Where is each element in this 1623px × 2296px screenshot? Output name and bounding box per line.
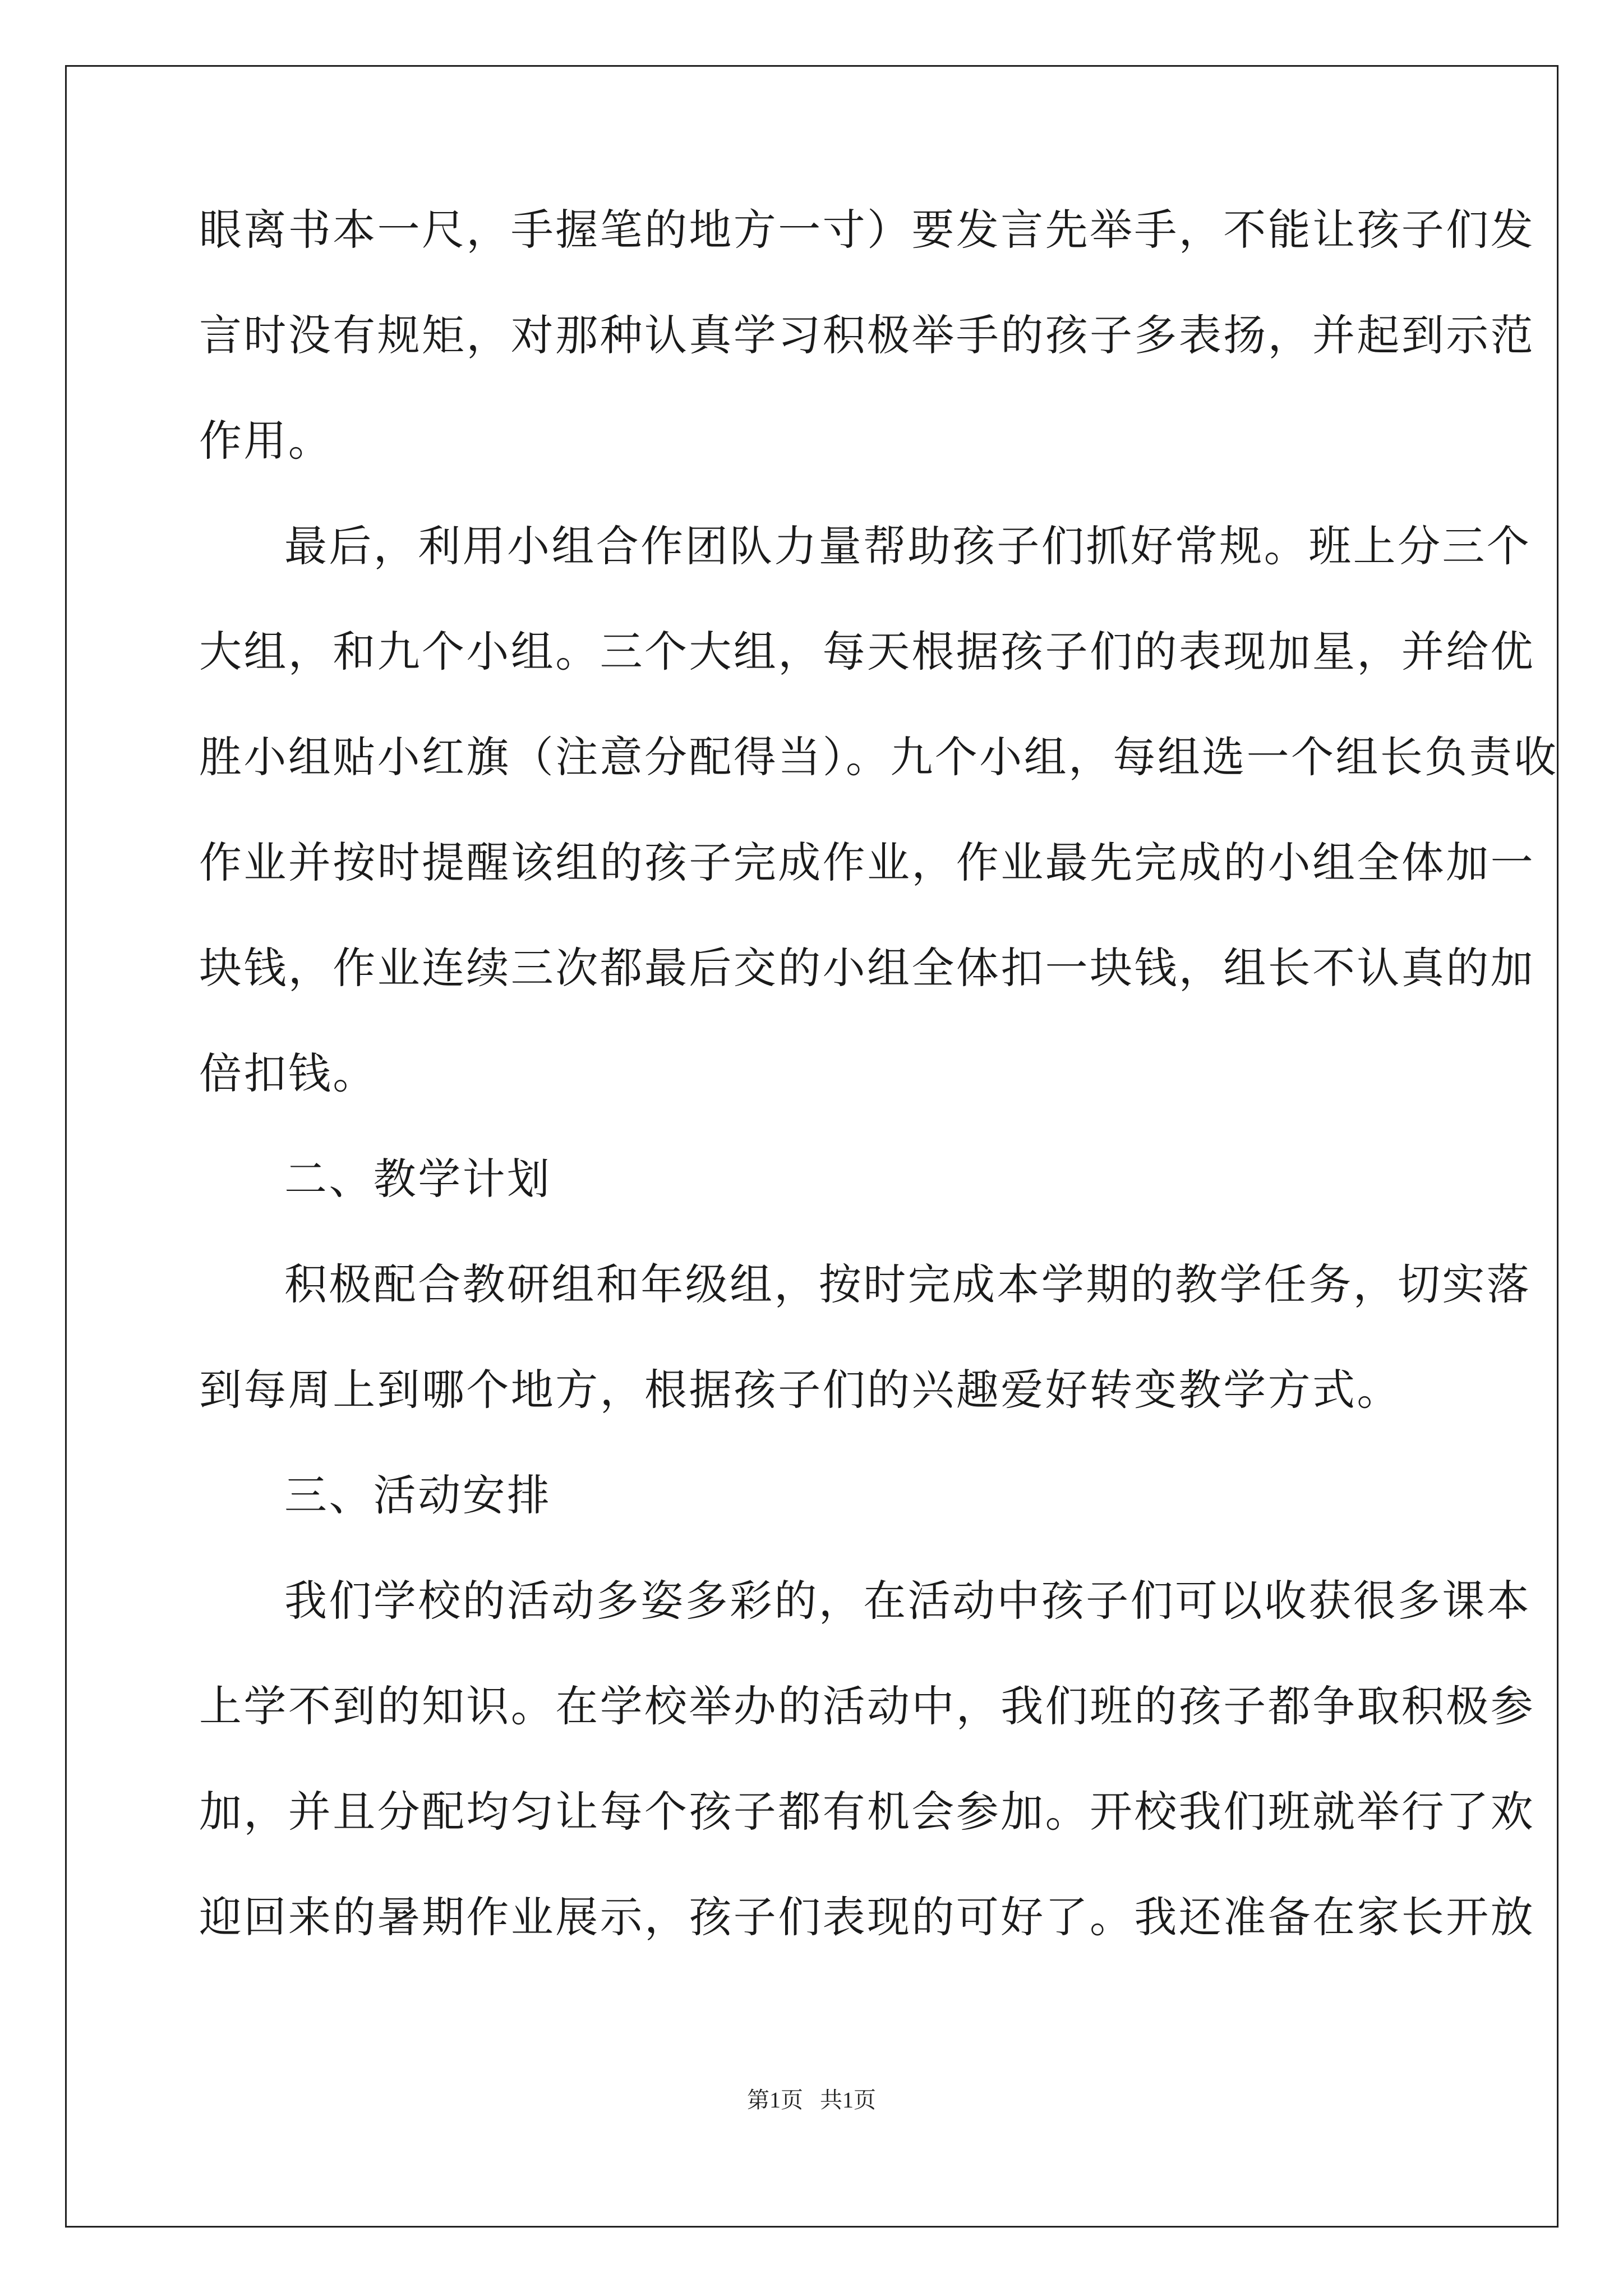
paragraph-line: 到每周上到哪个地方，根据孩子们的兴趣爱好转变教学方式。 <box>199 1365 1401 1415</box>
paragraph-line: 大组，和九个小组。三个大组，每天根据孩子们的表现加星，并给优 <box>199 627 1535 677</box>
paragraph-line: 我们学校的活动多姿多彩的，在活动中孩子们可以收获很多课本 <box>284 1576 1532 1626</box>
paragraph-line: 言时没有规矩，对那种认真学习积极举手的孩子多表扬，并起到示范 <box>199 310 1535 360</box>
paragraph-line: 眼离书本一尺，手握笔的地方一寸）要发言先举手，不能让孩子们发 <box>199 205 1535 255</box>
section-heading: 三、活动安排 <box>284 1470 552 1520</box>
document-body <box>199 205 1559 2001</box>
paragraph-line: 作业并按时提醒该组的孩子完成作业，作业最先完成的小组全体加一 <box>199 838 1535 887</box>
paragraph-line: 积极配合教研组和年级组，按时完成本学期的教学任务，切实落 <box>284 1259 1532 1309</box>
page-number-footer: 第1页 共1页 <box>747 2087 876 2113</box>
paragraph-line: 倍扣钱。 <box>199 1048 377 1098</box>
paragraph-line: 上学不到的知识。在学校举办的活动中，我们班的孩子都争取积极参 <box>199 1681 1535 1731</box>
paragraph-line: 最后，利用小组合作团队力量帮助孩子们抓好常规。班上分三个 <box>284 521 1532 571</box>
section-heading: 二、教学计划 <box>284 1154 552 1204</box>
paragraph-line: 块钱，作业连续三次都最后交的小组全体扣一块钱，组长不认真的加 <box>199 943 1535 993</box>
paragraph-line: 加，并且分配均匀让每个孩子都有机会参加。开校我们班就举行了欢 <box>199 1787 1535 1837</box>
paragraph-line: 迎回来的暑期作业展示，孩子们表现的可好了。我还准备在家长开放 <box>199 1892 1535 1942</box>
paragraph-line: 作用。 <box>199 416 333 466</box>
paragraph-line: 胜小组贴小红旗（注意分配得当）。九个小组，每组选一个组长负责收 <box>199 732 1559 782</box>
